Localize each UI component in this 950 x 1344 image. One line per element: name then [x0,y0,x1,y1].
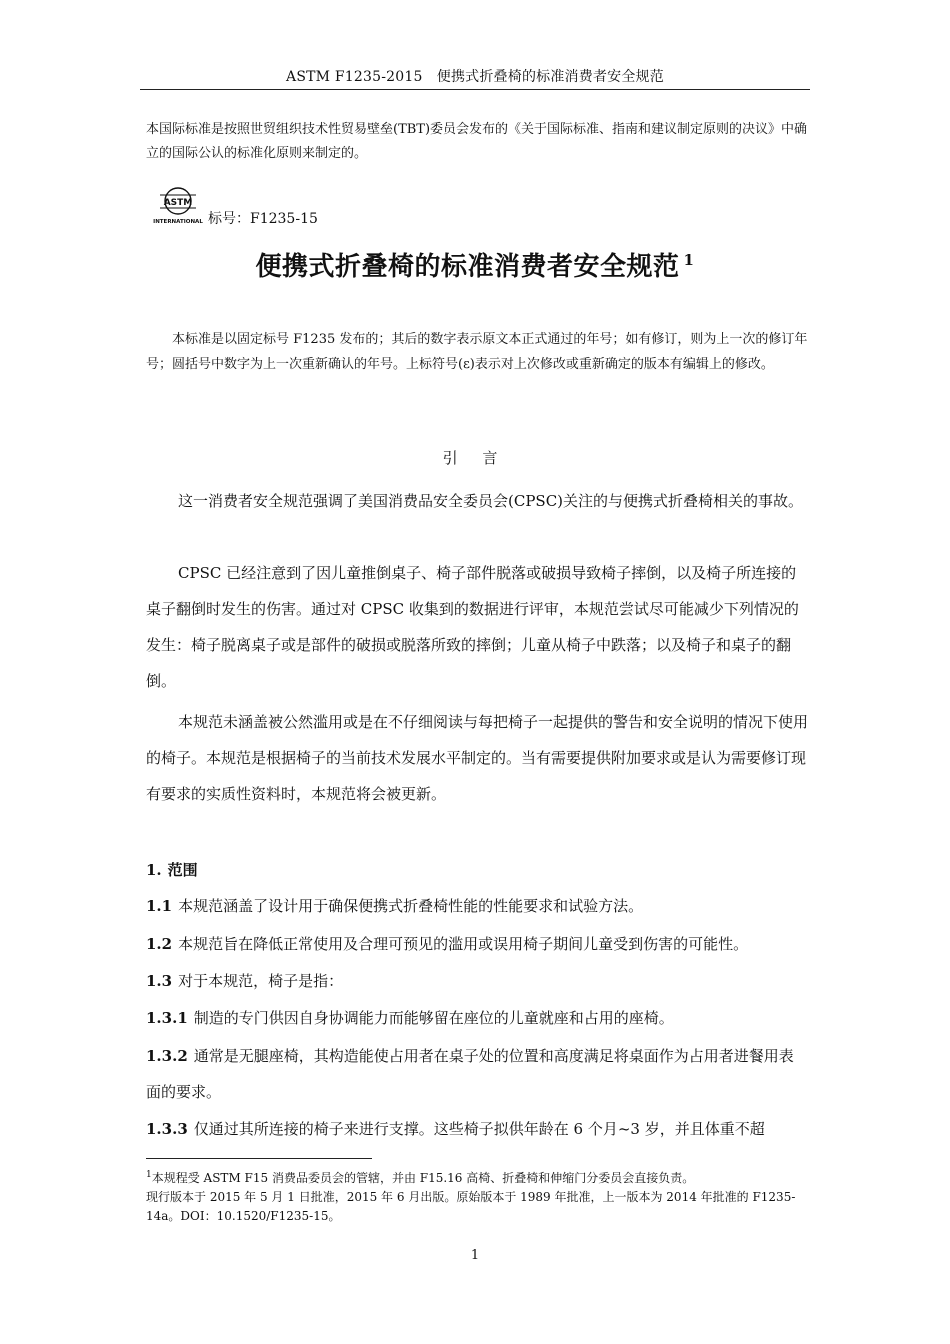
introduction-heading: 引 言 [442,449,508,467]
scope-heading-number: 1. [146,861,162,879]
scope-item [146,1000,808,1036]
scope-item-number: 1.3.3 [146,1120,188,1138]
document-title-text: 便携式折叠椅的标准消费者安全规范 [255,252,680,282]
scope-item-number: 1.2 [146,935,173,953]
footnote-text: 本规程受 ASTM F15 消费品委员会的管辖，并由 F15.16 高椅、折叠椅和伸缩门分委员会直接负责。 [151,1171,695,1185]
footnote-rule [146,1158,372,1159]
logo-main-text: ASTM [163,198,193,208]
document-title [140,246,810,283]
scope-item [146,963,808,999]
scope-heading-text: 范围 [167,861,198,879]
scope-item [146,926,808,962]
header-rule [140,89,810,90]
scope-item [146,888,808,924]
scope-item-text: 对于本规范，椅子是指： [178,972,344,990]
astm-logo-icon [152,186,204,226]
standard-designation-note: 本标准是以固定标号 F1235 发布的；其后的数字表示原文本正式通过的年号；如有修订，则为上一次的修订年号；圆括号中数字为上一次重新确认的年号。上标符号(ε)表示对上次修改或重新确定的版本有编辑上的修改。 [146,332,808,372]
footnote-line [146,1166,808,1188]
introduction-paragraph: CPSC 已经注意到了因儿童推倒桌子、椅子部件脱落或破损导致椅子摔倒，以及椅子所连接的桌子翻倒时发生的伤害。通过对 CPSC 收集到的数据进行评审，本规范尝试尽可能减少下列情况的发生：椅子脱离桌子或是部件的破损或脱落所致的摔倒；儿童从椅子中跌落；以及椅子和桌子的翻倒。 [146,564,799,690]
logo-sub-text: INTERNATIONAL [153,219,203,225]
scope-item [146,1038,808,1110]
scope-item-text: 制造的专门供因自身协调能力而能够留在座位的儿童就座和占用的座椅。 [193,1009,674,1027]
scope-heading [146,852,808,888]
scope-item-number: 1.1 [146,897,173,915]
introduction-paragraph: 这一消费者安全规范强调了美国消费品安全委员会(CPSC)关注的与便携式折叠椅相关的事故。 [178,492,804,510]
introduction-paragraph: 本规范未涵盖被公然滥用或是在不仔细阅读与每把椅子一起提供的警告和安全说明的情况下使用的椅子。本规范是根据椅子的当前技术发展水平制定的。当有需要提供附加要求或是认为需要修订现有要求的实质性资料时，本规范将会被更新。 [146,713,809,803]
scope-item-text: 本规范旨在降低正常使用及合理可预见的滥用或误用椅子期间儿童受到伤害的可能性。 [178,935,749,953]
scope-item-text: 仅通过其所连接的椅子来进行支撑。这些椅子拟供年龄在 6 个月~3 岁，并且体重不超 [193,1120,765,1138]
scope-item-text: 本规范涵盖了设计用于确保便携式折叠椅性能的性能要求和试验方法。 [178,897,644,915]
wto-principles-note: 本国际标准是按照世贸组织技术性贸易壁垒(TBT)委员会发布的《关于国际标准、指南和建议制定原则的决议》中确立的国际公认的标准化原则来制定的。 [146,122,808,161]
footnote-line: 现行版本于 2015 年 5 月 1 日批准，2015 年 6 月出版。原始版本于 1989 年批准，上一版本为 2014 年批准的 F1235-14a。DOI：10.1520/F1235-15。 [146,1190,796,1223]
scope-item-number: 1.3.2 [146,1047,188,1065]
astm-logo [152,186,204,226]
title-footnote-mark: 1 [683,251,695,270]
footnote [146,1166,808,1226]
scope-item-number: 1.3 [146,972,173,990]
scope-item-number: 1.3.1 [146,1009,188,1027]
scope-item [146,1111,808,1147]
running-header: ASTM F1235-2015 便携式折叠椅的标准消费者安全规范 [286,69,664,85]
designation-label: 标号：F1235-15 [208,211,318,227]
scope-item-text: 通常是无腿座椅，其构造能使占用者在桌子处的位置和高度满足将桌面作为占用者进餐用表面的要求。 [146,1047,794,1101]
footnote-mark: 1 [146,1170,152,1180]
page-number: 1 [470,1248,480,1263]
